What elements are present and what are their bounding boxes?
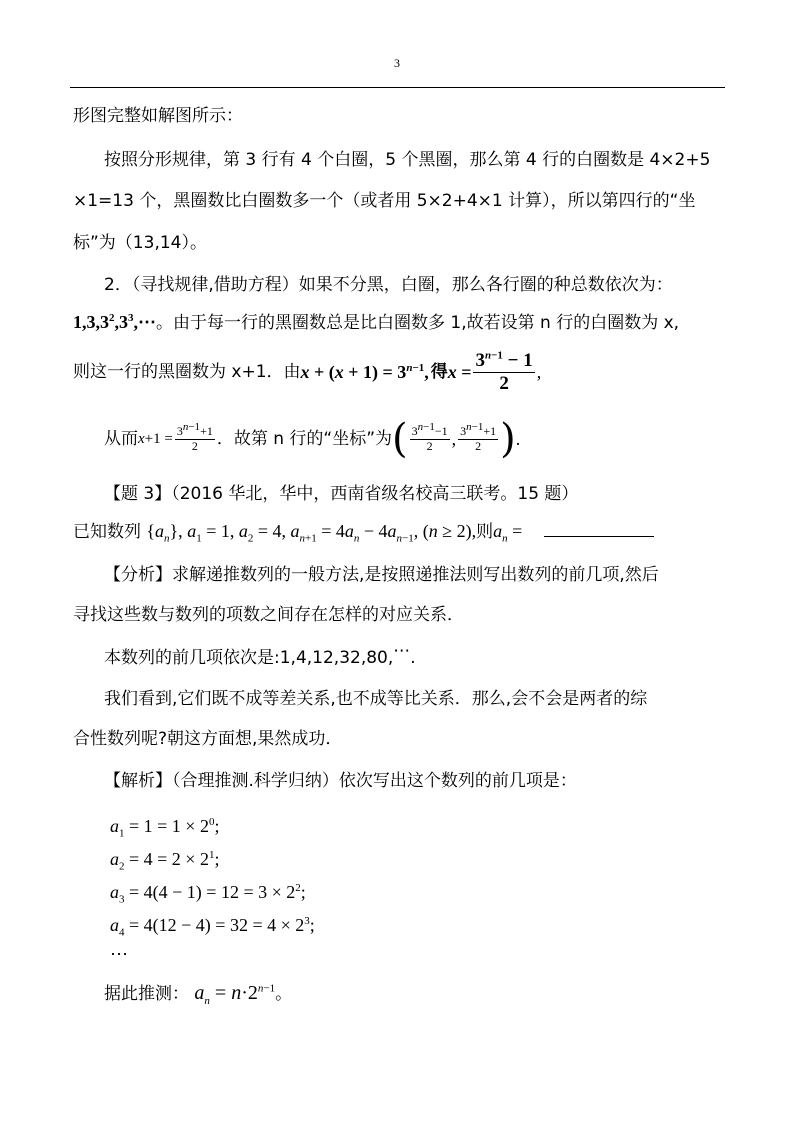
paragraph-method-2-line-4: 从而 x+1 = $\frac{3^{n-1}+1}{2}$ ．故第 n 行的“坐标”为 ( $\frac{3^{n-1}-1}{2}$ , $\frac{3^{n-1}+1}{2}$ ) . <box>104 416 521 462</box>
fraction-x-plus-1: $\frac{3^{n-1}+1}{2}$ <box>176 420 213 453</box>
analysis-line-2: 寻找这些数与数列的项数之间存在怎样的对应关系． <box>73 605 464 625</box>
analysis-line-1: 【分析】求解递推数列的一般方法,是按照递推法则写出数列的前几项,然后 <box>104 565 659 585</box>
answer-blank <box>544 536 654 537</box>
term-a2: $a_2 = 4 = 2 \times 2^1$; <box>110 849 220 873</box>
formula-an: $a_n = n\cdot 2^{n-1}$ <box>194 982 276 1007</box>
paragraph-rule-line-2: ×1=13 个，黑圈数比白圈数多一个（或者用 5×2+4×1 计算），所以第四行的“坐 <box>73 191 696 211</box>
header-rule <box>70 87 725 88</box>
observation-line-1: 我们看到,它们既不成等差关系,也不成等比关系．那么,会不会是两者的综 <box>104 689 648 709</box>
fraction-x-value: $\frac{3^{n-1} - 1}{2}$ <box>475 349 533 394</box>
term-a1: $a_1 = 1 = 1 \times 2^0$; <box>110 816 220 840</box>
coordinate-first: $\frac{3^{n-1}-1}{2}$ <box>411 420 448 453</box>
sequence-powers-of-three: $1,3,3^2,3^3,\cdots$ <box>73 312 156 332</box>
paragraph-method-2-line-1: 2．（寻找规律,借助方程）如果不分黑，白圈，那么各行圈的种总数依次为： <box>104 275 673 295</box>
term-a3: $a_3 = 4(4 - 1) = 12 = 3 \times 2^2$; <box>110 882 306 906</box>
problem-3-heading: 【题 3】（2016 华北，华中，西南省级名校高三联考。15 题） <box>104 484 579 504</box>
observation-line-2: 合性数列呢?朝这方面想,果然成功． <box>73 729 343 749</box>
conclusion-line: 据此推测： $a_n = n\cdot 2^{n-1}$。 <box>104 982 293 1007</box>
page-number: 3 <box>394 56 400 70</box>
equation-x-solution: x = <box>447 362 472 382</box>
paragraph-rule-line-1: 按照分形规律，第 3 行有 4 个白圈，5 个黑圈，那么第 4 行的白圈数是 4×2+5 <box>104 150 711 170</box>
equation-x-plus-x1: $x + (x + 1) = 3^{n-1}$, <box>300 362 429 382</box>
expression-x-plus-1: x+1 = <box>138 430 173 447</box>
coordinate-second: $\frac{3^{n-1}+1}{2}$ <box>460 420 497 453</box>
term-a4: $a_4 = 4(12 - 4) = 32 = 4 \times 2^3$; <box>110 915 315 939</box>
first-terms-line: 本数列的前几项依次是:1,4,12,32,80,⋯. <box>104 641 416 668</box>
problem-3-statement: 已知数列 $\{a_n\}$, $a_1 = 1$, $a_2 = 4$, $a_{n+1} = 4a_n - 4a_{n-1}$, (n ≥ 2),则$a_n$ = <box>73 522 654 541</box>
paragraph-method-2-line-2: $1,3,3^2,3^3,\cdots$。由于每一行的黑圈数总是比白圈数多 1,故若设第 n 行的白圈数为 x, <box>73 312 680 333</box>
paragraph-intro: 形图完整如解图所示： <box>73 106 243 126</box>
paragraph-method-2-line-3: 则这一行的黑圈数为 x+1．由 $x + (x + 1) = 3^{n-1}$, 得 x = $\frac{3^{n-1} - 1}{2}$ , <box>73 349 542 394</box>
problem-3-recurrence: $\{a_n\}$, $a_1 = 1$, $a_2 = 4$, $a_{n+1} = 4a_n - 4a_{n-1}$, (n ≥ 2), <box>146 521 477 545</box>
vertical-ellipsis: ⋯ <box>110 944 128 964</box>
solution-heading: 【解析】（合理推测.科学归纳）依次写出这个数列的前几项是： <box>104 771 577 791</box>
paragraph-rule-line-3: 标”为（13,14）。 <box>73 233 207 253</box>
